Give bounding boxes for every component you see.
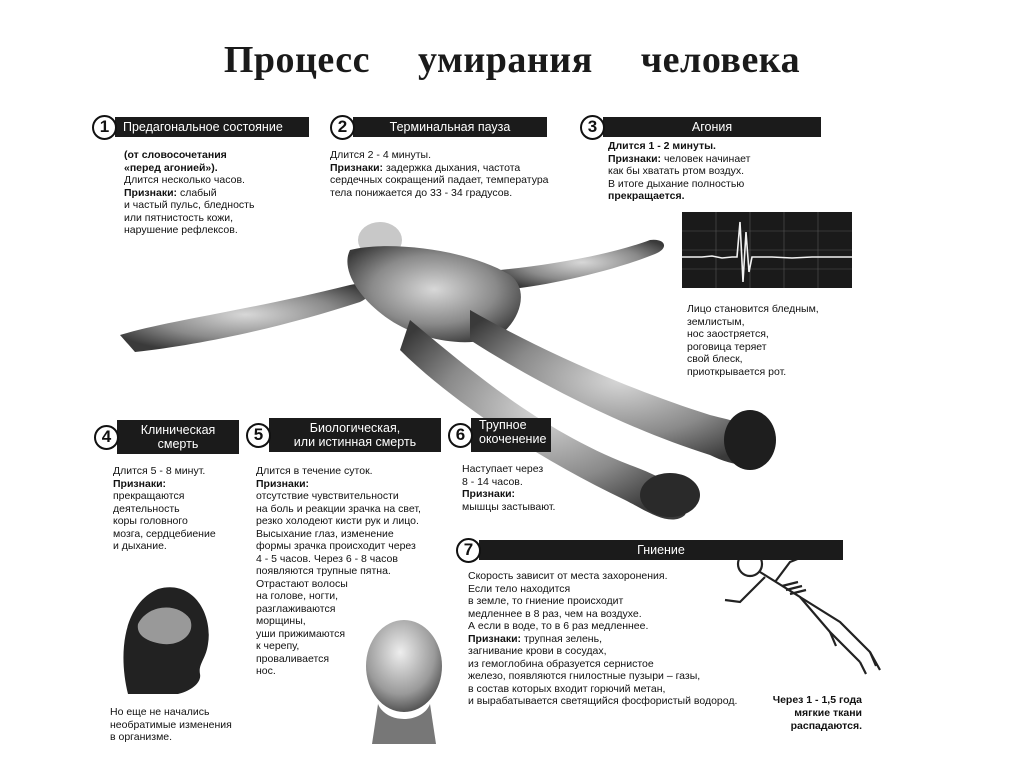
text-line: (от словосочетания — [124, 149, 227, 161]
text-line: уши прижимаются — [256, 627, 346, 640]
stage-1-header — [92, 114, 309, 140]
text-line: мягкие ткани — [794, 707, 862, 719]
stage-number: 7 — [456, 538, 481, 563]
text-line: на боль и реакции зрачка на свет, — [256, 502, 421, 515]
stage-title-line: Биологическая, — [309, 421, 401, 435]
text-line: Но еще не начались — [110, 706, 210, 718]
stage-4-note — [110, 706, 250, 744]
text-line: Если тело находится — [468, 582, 571, 595]
text-line: сердечных сокращений падает, температура — [330, 174, 549, 186]
text-line: деятельность — [113, 502, 180, 515]
text-line: Длится 1 - 2 минуты. — [608, 140, 716, 152]
text-line: коры головного — [113, 515, 188, 527]
stage-7-header — [456, 537, 843, 563]
text-line: «перед агонией»). — [124, 161, 218, 174]
text-line: медленнее в 8 раз, чем на воздухе. — [468, 607, 642, 620]
text-line — [124, 187, 274, 200]
text-line: А если в воде, то в 6 раз медленнее. — [468, 620, 649, 632]
stage-title: Гниение — [479, 540, 843, 560]
signs-label: Признаки: — [608, 152, 662, 165]
signs-text: человек начинает — [661, 152, 751, 165]
text-line: разглаживаются — [256, 602, 336, 615]
text-line: или пятнистость кожи, — [124, 211, 234, 224]
text-line: Отрастают волосы — [256, 577, 348, 590]
text-line: свой блеск, — [687, 353, 743, 365]
signs-label: Признаки: — [462, 488, 516, 500]
text-line: на голове, ногти, — [256, 590, 339, 602]
stage-title-line: Клиническая — [140, 423, 216, 437]
stage-title — [269, 418, 441, 452]
text-line: Высыхание глаз, изменение — [256, 527, 394, 540]
stage-7-corner-note — [740, 694, 862, 733]
stage-3-description — [608, 140, 808, 203]
stage-2-header — [330, 114, 547, 140]
text-line: приоткрывается рот. — [687, 365, 787, 378]
signs-label: Признаки: — [468, 632, 522, 645]
text-line: к черепу, — [256, 640, 300, 652]
stage-title: Терминальная пауза — [353, 117, 547, 137]
text-line: Длится 2 - 4 минуты. — [330, 149, 431, 161]
text-line: в организме. — [110, 731, 173, 743]
stage-2-description — [330, 149, 570, 199]
text-line: и дыхание. — [113, 540, 167, 552]
signs-text: задержка дыхания, частота — [383, 161, 521, 174]
text-line: проваливается — [256, 652, 330, 665]
text-line: Скорость зависит от места захоронения. — [468, 570, 668, 582]
text-line: тела понижается до 33 - 34 градусов. — [330, 186, 513, 199]
text-line — [330, 162, 570, 175]
text-line: нос. — [256, 665, 276, 677]
text-line: загнивание крови в сосудах, — [468, 645, 607, 657]
face-description — [687, 303, 857, 378]
text-line: Через 1 - 1,5 года — [772, 694, 862, 706]
signs-text: слабый — [177, 186, 217, 199]
stage-3-header — [580, 114, 821, 140]
stage-title: Агония — [603, 117, 821, 137]
text-line: из гемоглобина образуется сернистое — [468, 657, 654, 670]
text-line: прекращаются — [113, 490, 185, 502]
stage-5-header — [246, 418, 441, 452]
stage-title-line: или истинная смерть — [293, 435, 417, 449]
text-line — [468, 633, 768, 646]
text-line: нарушение рефлексов. — [124, 224, 238, 236]
stage-number: 6 — [448, 423, 473, 448]
text-line: и частый пульс, бледность — [124, 199, 255, 211]
text-line: в земле, то гниение происходит — [468, 595, 624, 607]
text-line: Лицо становится бледным, — [687, 303, 819, 315]
stage-4-description — [113, 465, 243, 553]
text-line: прекращается. — [608, 190, 685, 202]
stage-title-line: окоченение — [479, 432, 547, 446]
stage-5-description — [256, 465, 446, 678]
text-line: В итоге дыхание полностью — [608, 177, 745, 190]
stage-title: Предагональное состояние — [115, 117, 309, 137]
text-line: Длится 5 - 8 минут. — [113, 465, 206, 477]
stage-title-line: смерть — [157, 437, 199, 451]
stage-title — [117, 420, 239, 454]
text-line: нос заостряется, — [687, 328, 769, 340]
text-line: землистым, — [687, 315, 745, 328]
stage-number: 1 — [92, 115, 117, 140]
text-line: мозга, сердцебиение — [113, 527, 216, 540]
text-line: 8 - 14 часов. — [462, 475, 523, 488]
text-line: отсутствие чувствительности — [256, 490, 399, 502]
stage-1-description — [124, 149, 274, 237]
stage-6-header — [448, 418, 551, 452]
signs-label: Признаки: — [330, 161, 384, 174]
text-line: роговица теряет — [687, 340, 767, 353]
text-line — [608, 153, 808, 166]
text-line: и вырабатывается светящийся фосфористый водород. — [468, 695, 738, 707]
brain-head-illustration — [108, 574, 218, 700]
text-line: Длится несколько часов. — [124, 174, 245, 186]
signs-text: трупная зелень, — [521, 632, 602, 645]
text-line: морщины, — [256, 615, 306, 627]
stage-number: 4 — [94, 425, 119, 450]
page-title: Процесс умирания человека — [223, 39, 801, 81]
text-line: Длится в течение суток. — [256, 465, 373, 477]
signs-label: Признаки: — [256, 477, 310, 490]
ecg-graph-illustration — [682, 212, 852, 288]
signs-label: Признаки: — [124, 186, 178, 199]
text-line: Наступает через — [462, 463, 544, 475]
text-line: формы зрачка происходит через — [256, 540, 416, 552]
stage-title-line: Трупное — [479, 418, 527, 432]
stage-7-description — [468, 570, 768, 708]
stage-number: 2 — [330, 115, 355, 140]
signs-label: Признаки: — [113, 477, 167, 490]
stage-number: 5 — [246, 423, 271, 448]
stage-number: 3 — [580, 115, 605, 140]
stage-title — [471, 418, 551, 452]
stage-4-header — [94, 420, 239, 454]
text-line: появляются трупные пятна. — [256, 565, 391, 577]
text-line: резко холодеют кисти рук и лицо. — [256, 515, 419, 527]
text-line: в состав которых входит горючий метан, — [468, 682, 666, 695]
text-line: железо, появляются гнилостные пузыри – газы, — [468, 670, 701, 682]
text-line: распадаются. — [790, 720, 862, 732]
text-line: мышцы застывают. — [462, 500, 556, 513]
text-line: необратимые изменения — [110, 718, 232, 731]
stage-6-description — [462, 463, 592, 513]
text-line: как бы хватать ртом воздух. — [608, 165, 745, 177]
text-line: 4 - 5 часов. Через 6 - 8 часов — [256, 552, 398, 565]
